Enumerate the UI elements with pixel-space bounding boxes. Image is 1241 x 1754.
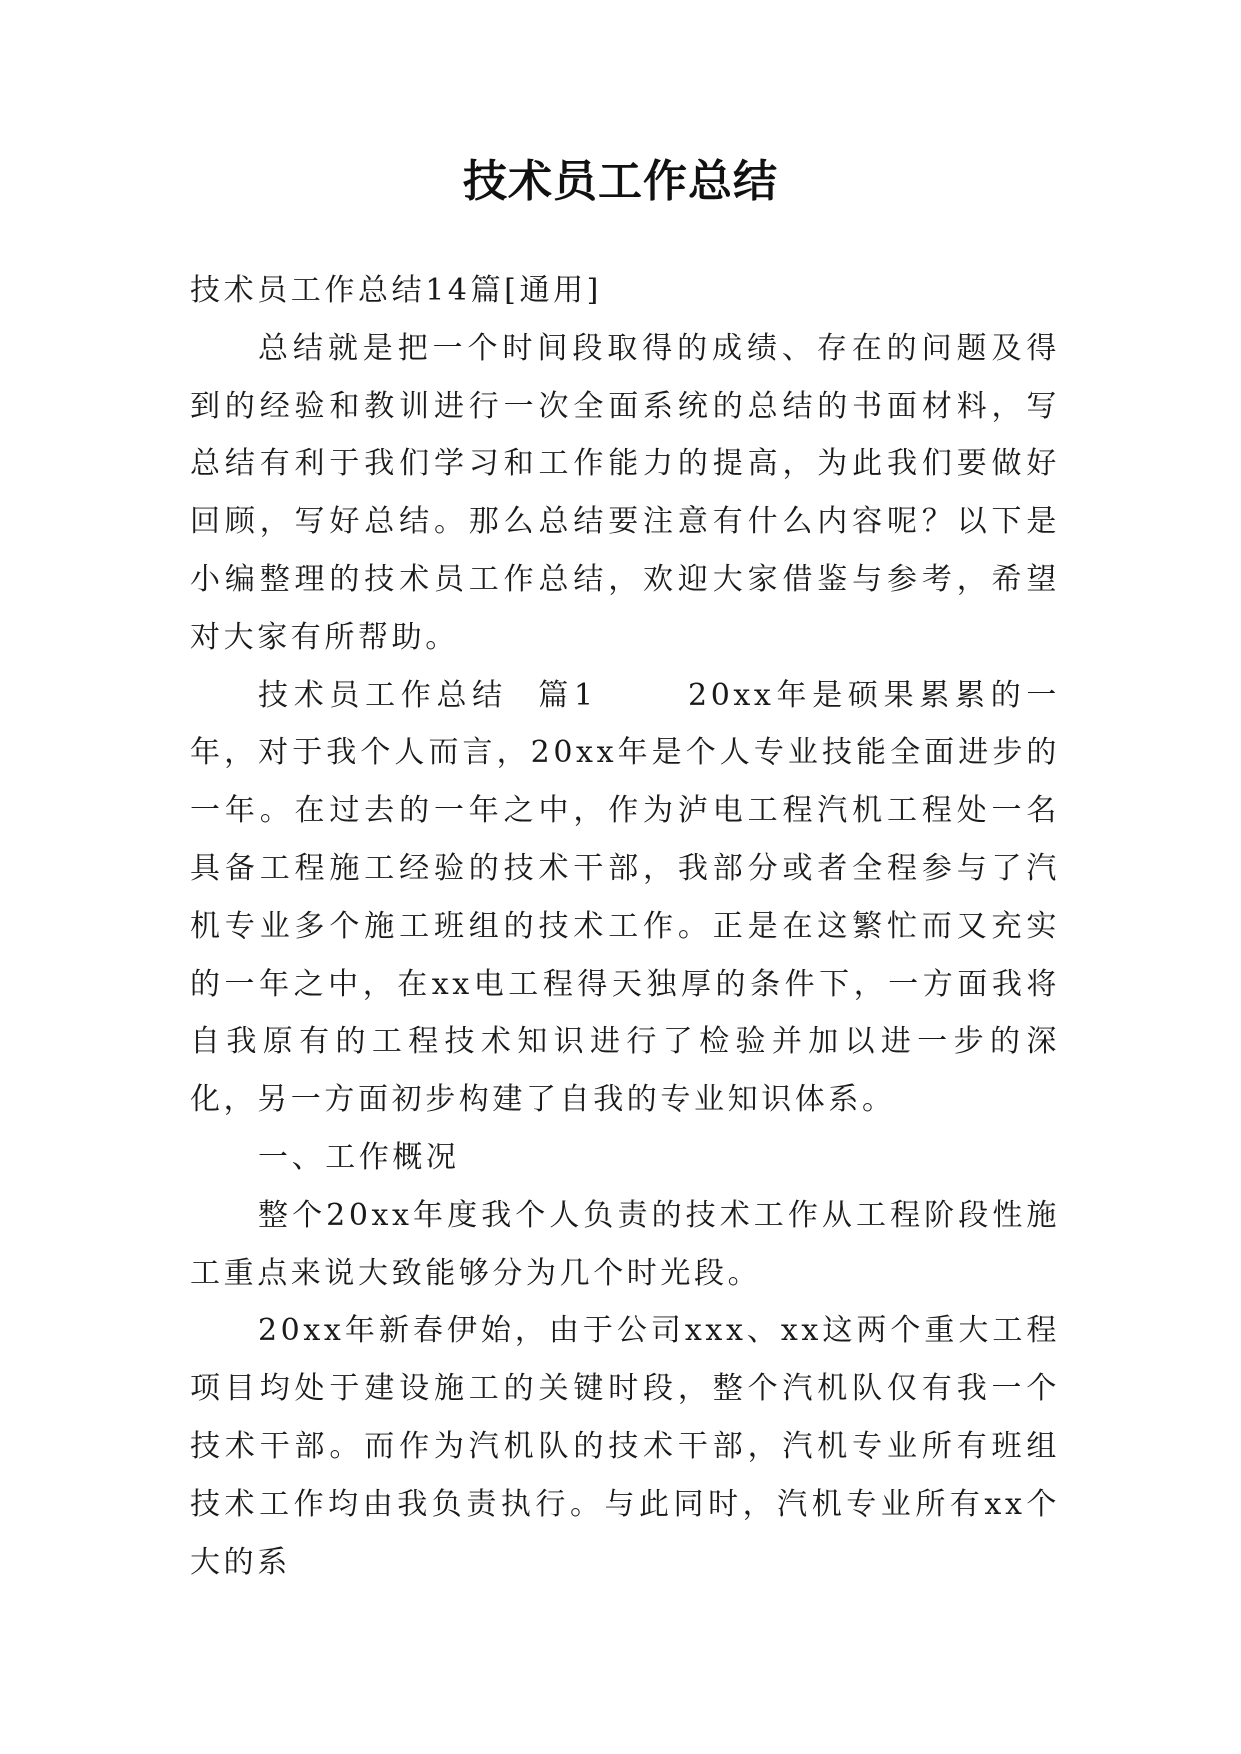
document-body [190,262,1060,1591]
document-title: 技术员工作总结 [463,156,778,207]
section-heading-overview: 一、工作概况 [258,1139,460,1175]
paragraph-section-1: 技术员工作总结 篇1 20xx年是硕果累累的一年，对于我个人而言，20xx年是个人专业技能全面进步的一年。在过去的一年之中，作为泸电工程汽机工程处一名具备工程施工经验的技术干部，我部分或者全程参与了汽机专业多个施工班组的技术工作。正是在这繁忙而又充实的一年之中，在xx电工程得天独厚的条件下，一方面我将自我原有的工程技术知识进行了检验并加以进一步的深化，另一方面初步构建了自我的专业知识体系。 [190,677,1060,1118]
paragraph-new-year: 20xx年新春伊始，由于公司xxx、xx这两个重大工程项目均处于建设施工的关键时段，整个汽机队仅有我一个技术干部。而作为汽机队的技术干部，汽机专业所有班组技术工作均由我负责执行。与此同时，汽机专业所有xx个大的系 [190,1313,1060,1580]
paragraph-intro: 总结就是把一个时间段取得的成绩、存在的问题及得到的经验和教训进行一次全面系统的总结的书面材料，写总结有利于我们学习和工作能力的提高，为此我们要做好回顾，写好总结。那么总结要注意有什么内容呢？以下是小编整理的技术员工作总结，欢迎大家借鉴与参考，希望对大家有所帮助。 [190,330,1060,655]
document-subtitle: 技术员工作总结14篇[通用] [190,273,602,308]
paragraph-overview: 整个20xx年度我个人负责的技术工作从工程阶段性施工重点来说大致能够分为几个时光段。 [190,1197,1060,1291]
